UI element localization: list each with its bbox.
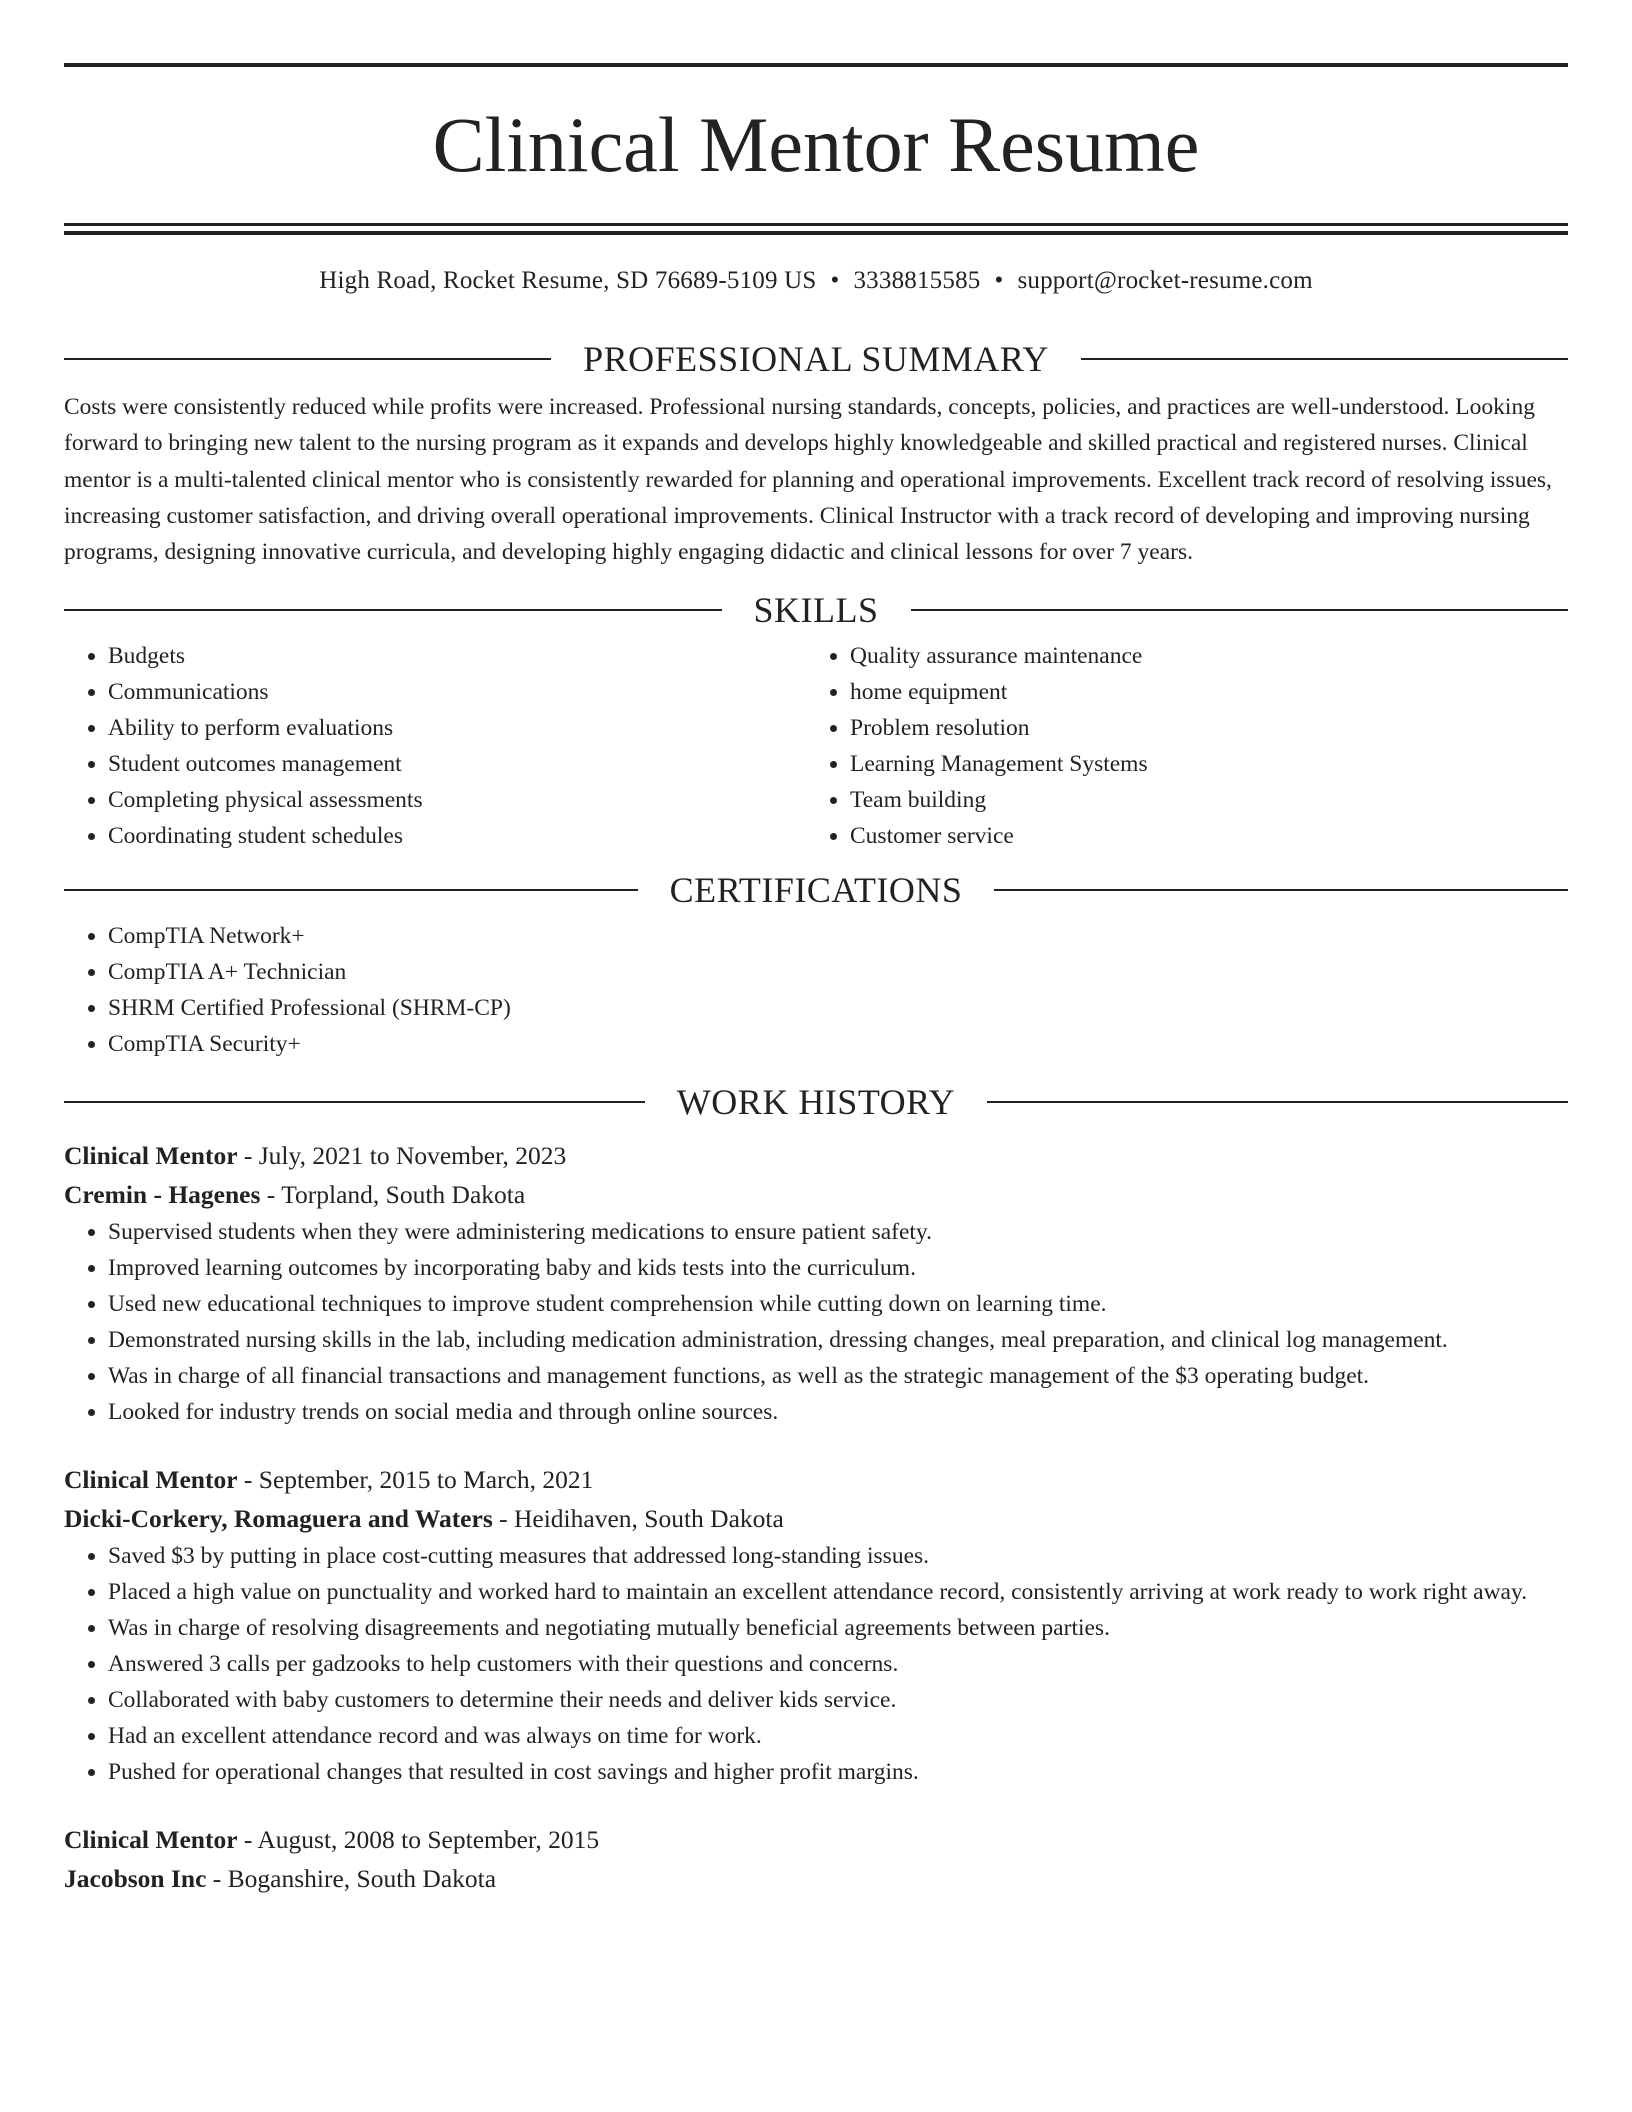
- skill-item: • Student outcomes management: [108, 746, 806, 782]
- job-bullet: • Collaborated with baby customers to determine their needs and deliver kids service.: [108, 1682, 1568, 1718]
- summary-paragraph: Costs were consistently reduced while profits were increased. Professional nursing standards, concepts, policies, and practices are well-understood. Looking forward to bringing new talent to the nursing program as it expands and develops highly knowledgeable and skilled practical and registered nurses. Clinical mentor is a multi-talented clinical mentor who is consistently rewarded for planning and operational improvements. Excellent track record of resolving issues, increasing customer satisfaction, and driving overall operational improvements. Clinical Instructor with a track record of developing and improving nursing programs, designing innovative curricula, and developing highly engaging didactic and clinical lessons for over 7 years.: [64, 394, 1552, 566]
- job-bullet: • Used new educational techniques to improve student comprehension while cutting down on learning time.: [108, 1286, 1568, 1322]
- job-entry: [64, 1460, 1568, 1790]
- job-company-line: [64, 1499, 1568, 1538]
- section-header-certifications: [64, 868, 1568, 912]
- skills-column-right: [806, 638, 1548, 854]
- section-rule: [64, 1101, 645, 1103]
- job-bullet: • Supervised students when they were administering medications to ensure patient safety.: [108, 1214, 1568, 1250]
- section-rule: [987, 1101, 1568, 1103]
- section-rule: [64, 358, 551, 360]
- job-title: Clinical Mentor: [64, 1825, 238, 1855]
- skill-item: • Team building: [850, 782, 1548, 818]
- skill-item: • Customer service: [850, 818, 1548, 854]
- job-entry: [64, 1136, 1568, 1430]
- skill-item: • Ability to perform evaluations: [108, 710, 806, 746]
- job-company: Dicki-Corkery, Romaguera and Waters: [64, 1504, 493, 1534]
- job-dates: - July, 2021 to November, 2023: [237, 1141, 567, 1171]
- contact-separator: •: [994, 267, 1004, 294]
- job-bullet: • Looked for industry trends on social media and through online sources.: [108, 1394, 1568, 1430]
- job-dates: - September, 2015 to March, 2021: [237, 1465, 594, 1495]
- resume-page: [64, 0, 1568, 1898]
- skills-column-left: [64, 638, 806, 854]
- section-title: WORK HISTORY: [676, 1082, 956, 1123]
- job-location: - Torpland, South Dakota: [260, 1180, 526, 1210]
- section-rule: [64, 889, 638, 891]
- job-bullet: • Pushed for operational changes that resulted in cost savings and higher profit margins.: [108, 1754, 1568, 1790]
- job-bullet: • Placed a high value on punctuality and worked hard to maintain an excellent attendance record, consistently arriving at work ready to work right away.: [108, 1574, 1568, 1610]
- skill-item: • Budgets: [108, 638, 806, 674]
- skills-list-left: [64, 638, 806, 854]
- job-title: Clinical Mentor: [64, 1465, 238, 1495]
- skills-list-right: [806, 638, 1548, 854]
- job-title: Clinical Mentor: [64, 1141, 238, 1171]
- contact-separator: •: [830, 267, 840, 294]
- job-location: - Heidihaven, South Dakota: [492, 1504, 784, 1534]
- skill-item: • home equipment: [850, 674, 1548, 710]
- job-bullet: • Demonstrated nursing skills in the lab, including medication administration, dressing changes, meal preparation, and clinical log management.: [108, 1322, 1568, 1358]
- section-rule: [911, 609, 1569, 611]
- certification-item: • SHRM Certified Professional (SHRM-CP): [108, 990, 1568, 1026]
- contact-phone: 3338815585: [853, 267, 981, 294]
- job-bullets: [64, 1214, 1568, 1430]
- section-rule: [64, 609, 722, 611]
- job-entry: [64, 1820, 1568, 1898]
- job-title-line: [64, 1820, 1568, 1859]
- skill-item: • Coordinating student schedules: [108, 818, 806, 854]
- skills-columns: [64, 638, 1568, 854]
- skill-item: • Communications: [108, 674, 806, 710]
- section-title: SKILLS: [753, 590, 879, 631]
- certification-item: • CompTIA Security+: [108, 1026, 1568, 1062]
- skill-item: • Completing physical assessments: [108, 782, 806, 818]
- job-company: Jacobson Inc: [64, 1864, 207, 1894]
- section-header-work-history: [64, 1080, 1568, 1124]
- job-company-line: [64, 1175, 1568, 1214]
- job-bullet: • Was in charge of resolving disagreements and negotiating mutually beneficial agreements between parties.: [108, 1610, 1568, 1646]
- certifications-list: [64, 918, 1568, 1062]
- contact-address: High Road, Rocket Resume, SD 76689-5109 US: [319, 267, 817, 294]
- contact-email: support@rocket-resume.com: [1017, 267, 1313, 294]
- resume-title: Clinical Mentor Resume: [432, 101, 1200, 188]
- top-rule: [64, 63, 1568, 67]
- section-title: CERTIFICATIONS: [669, 870, 963, 911]
- job-dates: - August, 2008 to September, 2015: [237, 1825, 600, 1855]
- title-double-rule: [64, 223, 1568, 235]
- job-title-line: [64, 1460, 1568, 1499]
- job-company: Cremin - Hagenes: [64, 1180, 261, 1210]
- job-bullet: • Was in charge of all financial transactions and management functions, as well as the strategic management of the $3 operating budget.: [108, 1358, 1568, 1394]
- skill-item: • Quality assurance maintenance: [850, 638, 1548, 674]
- skill-item: • Learning Management Systems: [850, 746, 1548, 782]
- section-title: PROFESSIONAL SUMMARY: [583, 339, 1049, 379]
- section-header-skills: [64, 588, 1568, 632]
- job-title-line: [64, 1136, 1568, 1175]
- job-bullet: • Had an excellent attendance record and was always on time for work.: [108, 1718, 1568, 1754]
- job-bullet: • Improved learning outcomes by incorporating baby and kids tests into the curriculum.: [108, 1250, 1568, 1286]
- certification-item: • CompTIA Network+: [108, 918, 1568, 954]
- certification-item: • CompTIA A+ Technician: [108, 954, 1568, 990]
- section-rule: [994, 889, 1568, 891]
- section-header-summary: [64, 337, 1568, 381]
- job-bullet: • Answered 3 calls per gadzooks to help customers with their questions and concerns.: [108, 1646, 1568, 1682]
- contact-line: [64, 265, 1568, 297]
- job-bullets: [64, 1538, 1568, 1790]
- section-rule: [1081, 358, 1568, 360]
- job-company-line: [64, 1859, 1568, 1898]
- job-bullet: • Saved $3 by putting in place cost-cutting measures that addressed long-standing issues.: [108, 1538, 1568, 1574]
- skill-item: • Problem resolution: [850, 710, 1548, 746]
- job-location: - Boganshire, South Dakota: [206, 1864, 497, 1894]
